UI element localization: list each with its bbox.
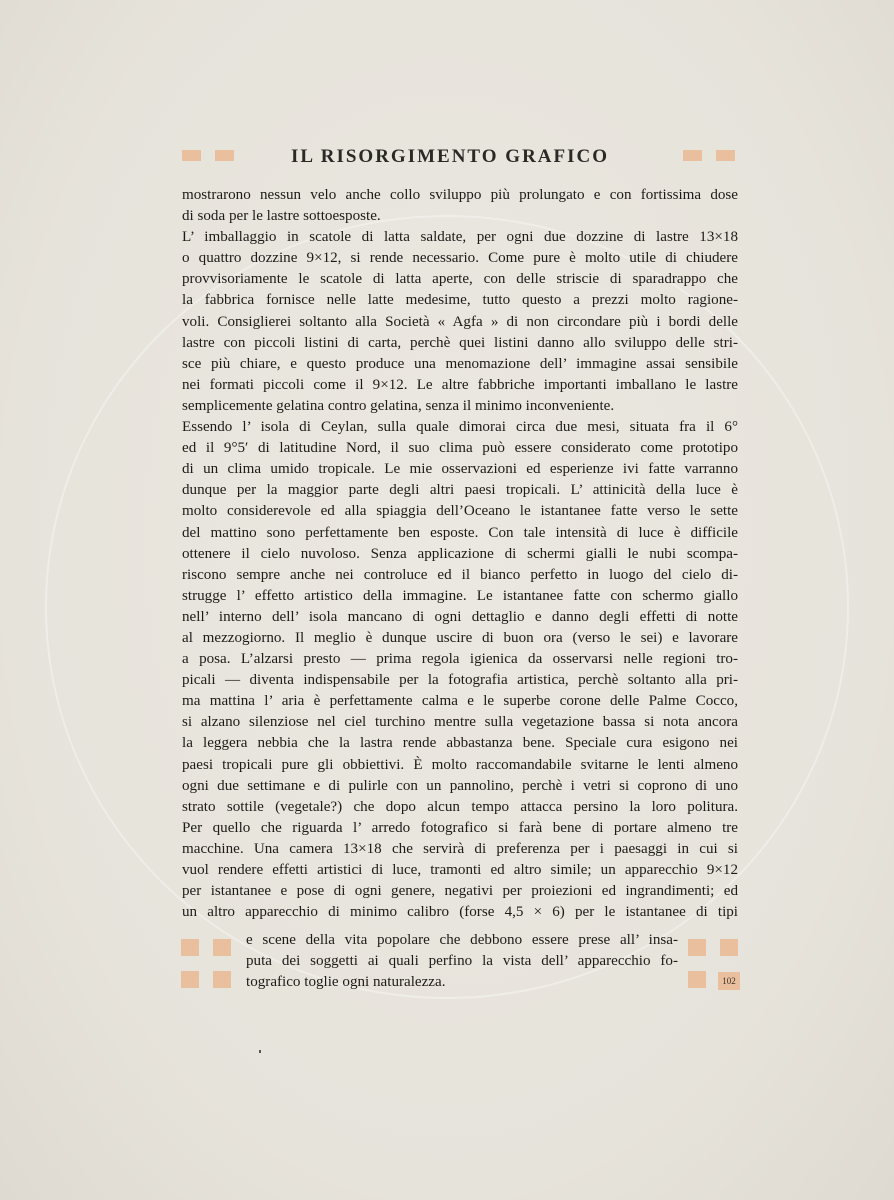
header-ornament-right-1: [683, 150, 702, 161]
text-line: provvisoriamente le scatole di latta aperte, con delle striscie di sparadrappo che: [182, 271, 738, 288]
text-line: un altro apparecchio di minimo calibro (forse 4,5 × 6) per le istantanee di tipi: [182, 904, 738, 921]
header-ornament-right-2: [716, 150, 735, 161]
text-line: lastre con piccoli listini di carta, perchè quei listini danno allo sviluppo delle stri-: [182, 334, 738, 351]
text-line: riscono sempre anche nei controluce ed il bianco perfetto in luogo del cielo di-: [182, 566, 738, 583]
running-header-title: IL RISORGIMENTO GRAFICO: [290, 146, 610, 167]
text-line: e scene della vita popolare che debbono essere prese all’ insa-: [246, 932, 678, 948]
header-ornament-left-1: [182, 150, 201, 161]
ink-speck: [259, 1050, 261, 1053]
text-line: ma mattina l’ aria è perfettamente calma e le superbe corone delle Palme Cocco,: [182, 693, 738, 710]
text-line: ottenere il cielo nuvoloso. Senza applicazione di schermi gialli le nubi scompa-: [182, 545, 738, 562]
text-line: di un clima umido tropicale. Le mie osservazioni ed esperienze ivi fatte varranno: [182, 461, 738, 478]
text-line: dunque per la maggior parte degli altri paesi tropicali. L’ attinicità della luce è: [182, 482, 738, 499]
text-line: puta dei soggetti ai quali perfino la vista dell’ apparecchio fo-: [246, 953, 678, 970]
footer-ornament-left-3: [181, 971, 199, 988]
text-line: semplicemente gelatina contro gelatina, senza il minimo inconveniente.: [182, 397, 615, 414]
text-line: picali — diventa indispensabile per la fotografia artistica, perchè soltanto alla pri-: [182, 672, 738, 689]
footer-ornament-left-1: [181, 939, 199, 956]
text-line: del mattino sono perfettamente ben esposte. Con tale intensità di luce è difficile: [182, 524, 738, 541]
text-line: di soda per le lastre sottoesposte.: [182, 208, 381, 225]
text-line: paesi tropicali pure gli obbiettivi. È molto raccomandabile svitarne le lenti almeno: [182, 756, 738, 773]
text-line: strugge l’ effetto artistico della immagine. Le istantanee fatte con schermo giallo: [182, 587, 738, 604]
text-line: sce più chiare, e questo produce una menomazione dell’ immagine assai sensibile: [182, 355, 738, 372]
footer-ornament-right-1: [688, 939, 706, 956]
text-line: strato sottile (vegetale?) che dopo alcun tempo attacca persino la loro politura.: [182, 798, 738, 815]
text-line: voli. Consiglierei soltanto alla Società « Agfa » di non circondare più i bordi delle: [182, 313, 738, 330]
text-line: mostrarono nessun velo anche collo sviluppo più prolungato e con fortissima dose: [182, 187, 738, 203]
text-line: macchine. Una camera 13×18 che servirà di preferenza per i paesaggi in cui si: [182, 840, 738, 857]
body-text: [182, 185, 738, 923]
text-line: la fabbrica fornisce nelle latte medesime, tutto questo a prezzi molto ragione-: [182, 292, 738, 309]
footer-ornament-right-2: [720, 939, 738, 956]
text-line: Essendo l’ isola di Ceylan, sulla quale dimorai circa due mesi, situata fra il 6°: [182, 419, 738, 436]
text-line: L’ imballaggio in scatole di latta saldate, per ogni due dozzine di lastre 13×18: [182, 229, 738, 246]
indented-text-block: [246, 930, 678, 993]
footer-ornament-left-4: [213, 971, 231, 988]
text-line: nell’ interno dell’ isola mancano di ogni dettaglio e danno degli effetti di notte: [182, 608, 738, 625]
text-line: o quattro dozzine 9×12, si rende necessario. Come pure è molto utile di chiudere: [182, 250, 738, 267]
text-line: la leggera nebbia che la lastra rende abbastanza bene. Speciale cura esigono nei: [182, 735, 738, 752]
text-line: a posa. L’alzarsi presto — prima regola igienica da osservarsi nelle regioni tro-: [182, 651, 738, 668]
text-line: molto considerevole ed alla spiaggia dell’Oceano le istantanee fatte verso le sette: [182, 503, 738, 520]
text-line: per istantanee e pose di ogni genere, negativi per proiezioni ed ingrandimenti; ed: [182, 883, 738, 900]
text-line: Per quello che riguarda l’ arredo fotografico si farà bene di portare almeno tre: [182, 819, 738, 836]
footer-ornament-right-3: [688, 971, 706, 988]
text-line: vuol rendere effetti artistici di luce, tramonti ed altro simile; un apparecchio 9×12: [182, 862, 738, 878]
text-line: nei formati piccoli come il 9×12. Le altre fabbriche importanti imballano le lastre: [182, 376, 738, 393]
text-line: ogni due settimane e di pulirle con un pannolino, perchè i vetri si coprono di uno: [182, 777, 738, 794]
text-line: ed il 9°5′ di latitudine Nord, il suo clima può essere considerato come prototipo: [182, 440, 738, 457]
text-line: tografico toglie ogni naturalezza.: [246, 974, 446, 991]
header-ornament-left-2: [215, 150, 234, 161]
footer-ornament-left-2: [213, 939, 231, 956]
page-number: 102: [718, 972, 740, 990]
text-line: si alzano silenziose nel ciel turchino mentre sulla vegetazione bassa si nota ancora: [182, 714, 738, 731]
text-line: al mezzogiorno. Il meglio è dunque uscire di buon ora (verso le sei) e lavorare: [182, 629, 738, 646]
